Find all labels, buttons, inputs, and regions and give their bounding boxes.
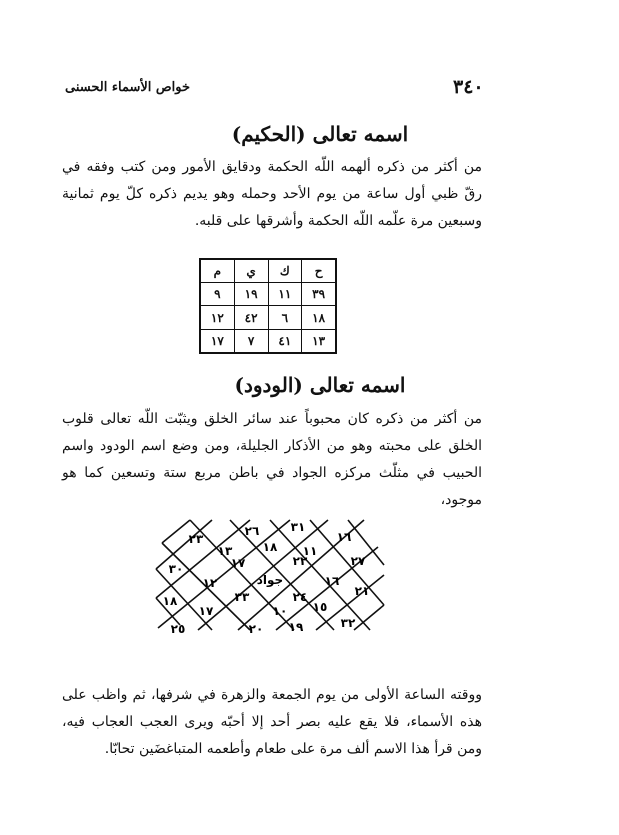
section-heading-hakim: اسمه تعالى (الحكيم) [231, 122, 409, 146]
grid-row [200, 306, 336, 329]
grid-cell: ٧ [234, 329, 268, 353]
diamond-number: ١٩ [288, 620, 304, 634]
grid-cell: ح [302, 259, 336, 283]
diamond-number: ١٧ [230, 556, 246, 570]
grid-cell: ١٧ [200, 329, 234, 353]
diamond-number: ٢٠ [248, 622, 264, 636]
diamond-number: ١٦ [336, 530, 352, 544]
diamond-number: ١٠ [272, 604, 288, 618]
grid-cell: ٣٩ [302, 283, 336, 306]
diamond-number: ١٥ [312, 600, 328, 614]
diamond-number: ٣٠ [168, 562, 184, 576]
section-heading-wadud: اسمه تعالى (الودود) [234, 373, 406, 397]
grid-cell: ك [268, 259, 302, 283]
grid-cell: ٤٢ [234, 306, 268, 329]
grid-cell: ٩ [200, 283, 234, 306]
diamond-number: ٢٥ [170, 622, 186, 636]
diamond-number: ١٦ [324, 574, 340, 588]
diamond-number: ٢٦ [244, 524, 260, 538]
grid-cell: ١٨ [302, 306, 336, 329]
diamond-number: ٢٢ [292, 554, 308, 568]
diamond-number: ١٣ [217, 544, 233, 558]
diamond-number: ١١ [302, 544, 318, 558]
magic-square-hakim [199, 258, 337, 354]
diamond-number: ٣٢ [340, 616, 356, 630]
grid-row [200, 259, 336, 283]
grid-cell: ٦ [268, 306, 302, 329]
diamond-number: ١٨ [262, 540, 278, 554]
diamond-talisman [150, 515, 390, 645]
grid-cell: ٤١ [268, 329, 302, 353]
paragraph-hakim: من أكثر من ذكره ألهمه اللّه الحكمة ودقايق الأمور ومن كتب وفقه في رقّ ظبي أول ساعة من يوم الأحد وحمله وهو يديم ذكره كلّ يوم ثمانية وسبعين مرة علّمه اللّه الحكمة وأشرقها على قلبه. [62, 159, 482, 229]
diamond-center-label: جواد [256, 573, 284, 587]
grid-row [200, 329, 336, 353]
page-number: ٣٤٠ [453, 76, 484, 98]
diamond-number: ١٨ [162, 594, 178, 608]
paragraph-closing: ووقته الساعة الأولى من يوم الجمعة والزهرة في شرفها، ثم واظب على هذه الأسماء، فلا يقع عليه بصر أحد إلا أحبّه ويرى العجب العجاب فيه، ومن قرأ هذا الاسم ألف مرة على طعام وأطعمه المتباغضَين تحابّا. [62, 687, 482, 757]
grid-cell: ١٢ [200, 306, 234, 329]
diamond-number: ٢٧ [350, 554, 366, 568]
grid-cell: ي [234, 259, 268, 283]
grid-cell: ١٩ [234, 283, 268, 306]
diamond-number: ٢٤ [292, 590, 308, 604]
running-title: خواص الأسماء الحسنى [65, 80, 190, 95]
grid-cell: م [200, 259, 234, 283]
diamond-number: ٣٣ [234, 590, 250, 604]
diamond-number: ٢١ [354, 584, 370, 598]
grid-row [200, 283, 336, 306]
diamond-number: ١٢ [202, 576, 218, 590]
grid-cell: ١١ [268, 283, 302, 306]
diamond-number: ١٧ [198, 604, 214, 618]
diamond-number: ٢٣ [188, 532, 204, 546]
grid-cell: ١٣ [302, 329, 336, 353]
paragraph-wadud: من أكثر من ذكره كان محبوباً عند سائر الخلق ويثبّت اللّه تعالى قلوب الخلق على محبته وهو من الأذكار الجليلة، ومن وضع اسم الودود واسم الحبيب في مثلّث مركزه الجواد في باطن مربع ستة وتسعين كما هو موجود، [62, 411, 482, 508]
diamond-number: ٣١ [290, 520, 306, 534]
